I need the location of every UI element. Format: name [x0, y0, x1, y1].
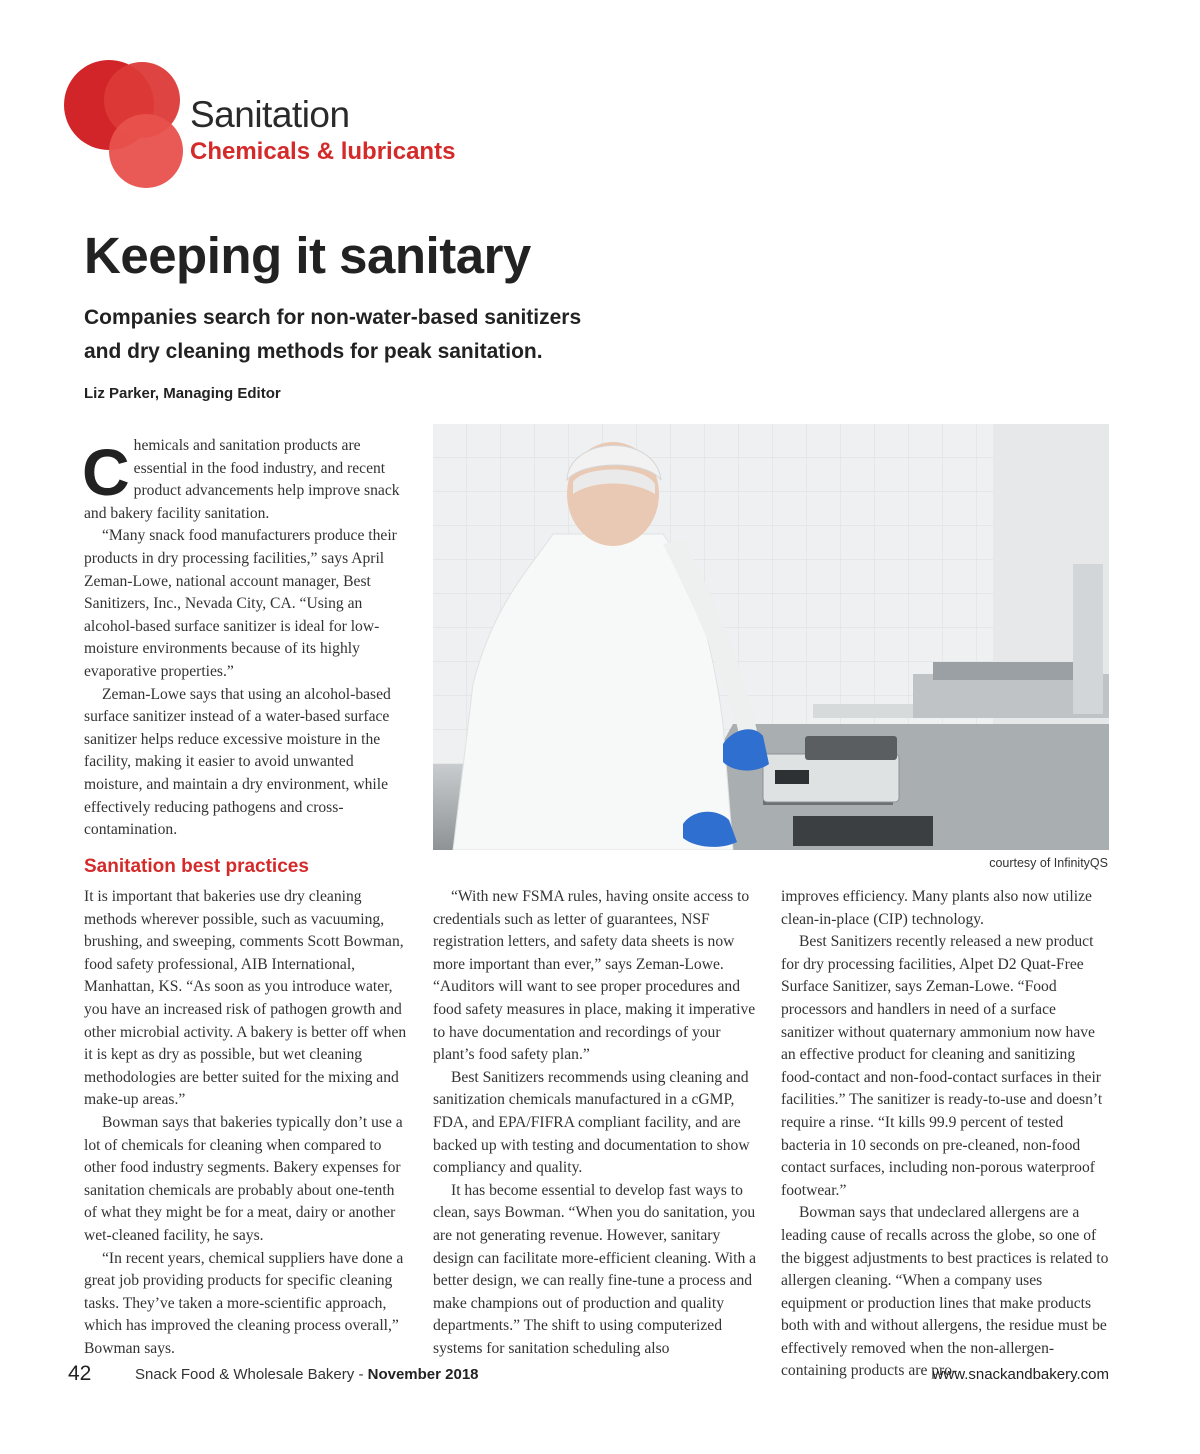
column-2	[433, 886, 761, 1360]
article-byline: Liz Parker, Managing Editor	[84, 385, 281, 402]
article-photo	[433, 424, 1109, 850]
footer-publication	[135, 1366, 479, 1383]
article-headline: Keeping it sanitary	[84, 227, 531, 284]
intro-paragraph	[84, 435, 410, 525]
section-title: Sanitation	[190, 94, 350, 135]
paragraph: Best Sanitizers recommends using cleaning and sanitization chemicals manufactured in a cGMP, FDA, and EPA/FIFRA compliant facility, and are backed up with testing and documentation to show compliancy and quality.	[433, 1068, 750, 1177]
paragraph: Best Sanitizers recently released a new product for dry processing facilities, Alpet D2 Quat-Free Surface Sanitizer, says Zeman-Lowe. “Food processors and handlers in need of a surface sanitizer without quaternary ammonium now have an effective product for cleaning and sanitizing food-contact and non-food-contact surfaces in their facilities.” The sanitizer is ready-to-use and doesn’t require a rinse. “It kills 99.9 percent of tested bacteria in 10 seconds on pre-cleaned, non-food contact surfaces, including non-porous waterproof footwear.”	[781, 933, 1103, 1199]
paragraph: Bowman says that bakeries typically don’t use a lot of chemicals for cleaning when compared to other food industry segments. Bakery expenses for sanitation chemicals are probably about one-tenth of what they might be for a meat, dairy or another wet-cleaned facility, he says.	[84, 1113, 403, 1244]
subhead: Sanitation best practices	[84, 856, 309, 877]
paragraph: “In recent years, chemical suppliers have done a great job providing products for specific cleaning tasks. They’ve taken a more-scientific approach, which has improved the cleaning process overall,” Bowman says.	[84, 1249, 404, 1357]
intro-paragraph: Zeman-Lowe says that using an alcohol-based surface sanitizer instead of a water-based surface sanitizer helps reduce excessive moisture in the facility, making it easier to avoid unwanted moisture, and maintain a dry environment, while effectively reducing pathogens and cross-contamination.	[84, 685, 391, 839]
lab-worker-photo-illustration	[433, 424, 1109, 850]
paragraph: improves efficiency. Many plants also now utilize clean-in-place (CIP) technology.	[781, 888, 1092, 928]
column-1	[84, 886, 410, 1360]
deck-line: Companies search for non-water-based sanitizers	[84, 306, 582, 329]
paragraph: “With new FSMA rules, having onsite access to credentials such as letter of guarantees, NSF registration letters, and safety data sheets is now more important than ever,” says Zeman-Lowe. “Auditors will want to see proper procedures and food safety measures in place, making it imperative to have documentation and recordings of your plant’s food safety plan.”	[433, 888, 756, 1064]
section-subtitle: Chemicals & lubricants	[190, 138, 456, 165]
section-logo-icon	[62, 56, 202, 188]
footer-separator: -	[354, 1366, 368, 1383]
paragraph: It has become essential to develop fast ways to clean, says Bowman. “When you do sanitation, you are not generating revenue. However, sanitary design can facilitate more-efficient cleaning. With a better design, we can really fine-tune a process and make champions out of production and quality departments.” The shift to using computerized systems for sanitation scheduling also	[433, 1181, 757, 1357]
paragraph: Bowman says that undeclared allergens are a leading cause of recalls across the globe, so one of the biggest adjustments to best practices is related to allergen cleaning. “When a company uses equipment or production lines that make products both with and without allergens, the residue must be effectively removed when the non-allergen-containing products are pro-	[781, 1204, 1109, 1380]
intro-paragraph: “Many snack food manufacturers produce their products in dry processing facilities,” says April Zeman-Lowe, national account manager, Best Sanitizers, Inc., Nevada City, CA. “Using an alcohol-based surface sanitizer is ideal for low-moisture environments because of its highly evaporative properties.”	[84, 527, 397, 680]
paragraph: It is important that bakeries use dry cleaning methods wherever possible, such as vacuuming, brushing, and sweeping, comments Scott Bowman, food safety professional, AIB International, Manhattan, KS. “As soon as you introduce water, you have an increased risk of pathogen growth and other microbial activity. A bakery is better off when it is kept as dry as possible, but wet cleaning methodologies are better suited for the mixing and make-up areas.”	[84, 888, 407, 1109]
footer-url-link[interactable]: www.snackandbakery.com	[932, 1366, 1109, 1383]
deck-line: and dry cleaning methods for peak sanitation.	[84, 340, 543, 363]
drop-cap: C	[82, 435, 130, 509]
publication-name: Snack Food & Wholesale Bakery	[135, 1366, 355, 1383]
article-deck	[84, 301, 704, 369]
intro-paragraph-text: hemicals and sanitation products are essential in the food industry, and recent product advancements help improve snack and bakery facility sanitation.	[84, 437, 400, 522]
intro-column	[84, 435, 410, 842]
issue-date: November 2018	[367, 1366, 479, 1383]
photo-caption: courtesy of InfinityQS	[989, 856, 1108, 870]
column-3	[781, 886, 1109, 1383]
page-number: 42	[68, 1362, 92, 1385]
